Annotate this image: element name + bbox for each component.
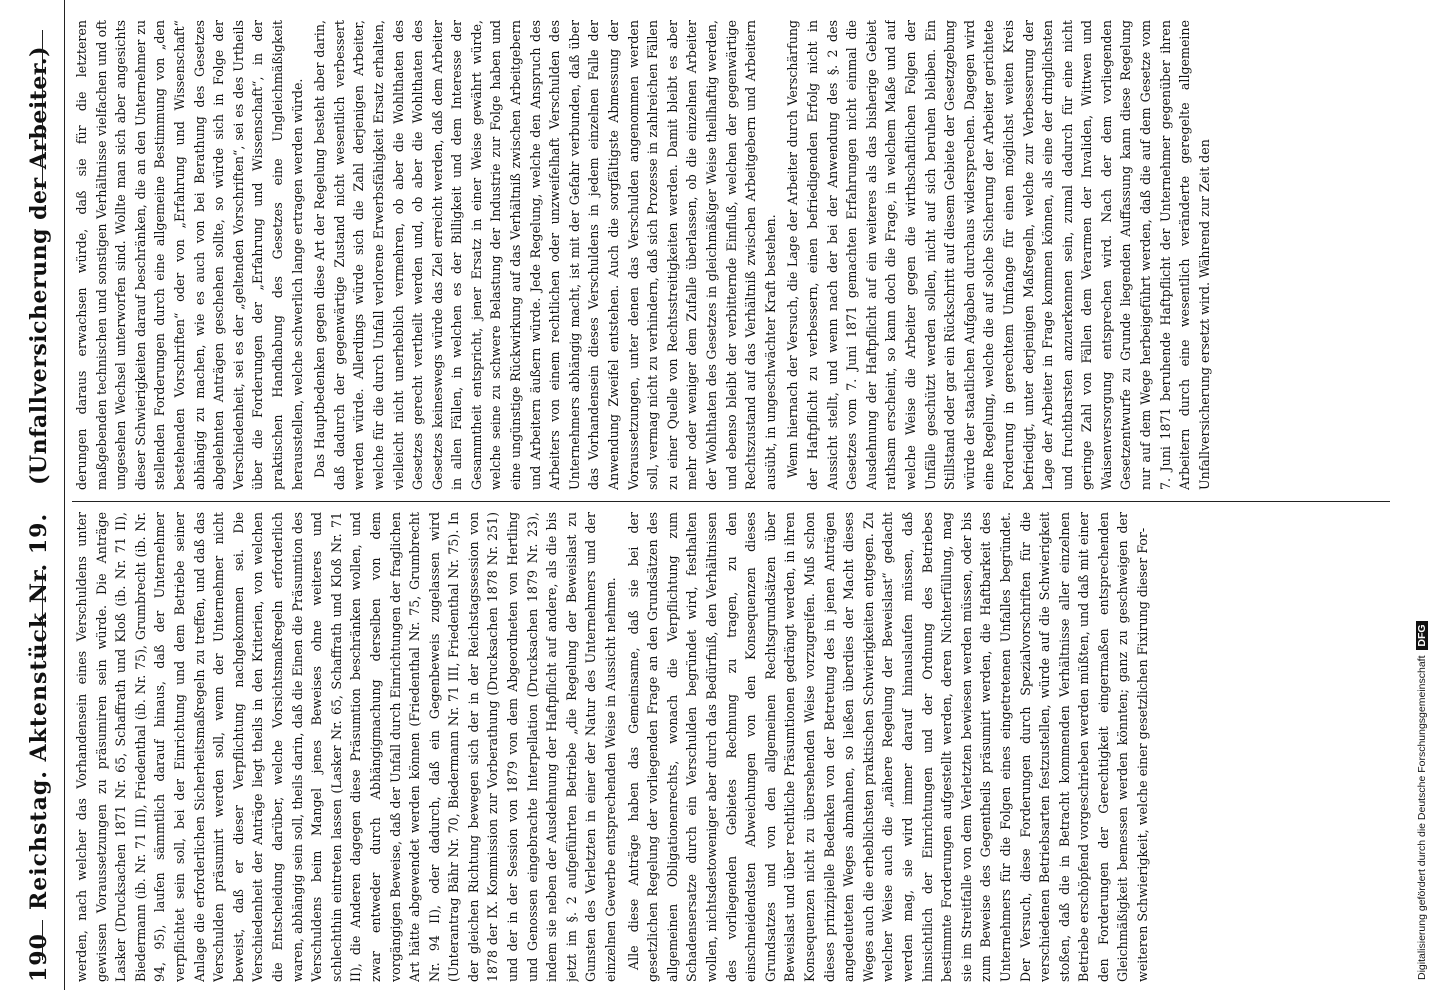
digitization-credit: Digitalisierung gefördert durch die Deutsche Forschungsgemeinschaft [1416,655,1428,980]
paragraph: derungen daraus erwachsen würde, daß sie für die letzteren maßgebenden technischen und sonstigen Verhältnisse vielfachen und oft ungesehen Wechsel unterworfen sind. Wollte man sich aber angesichts dieser Schwierigkeiten darauf beschränken, die an den Unternehmer zu stellenden Forderungen durch eine allgemeine Bestimmung von „den bestehenden Vorschriften“ oder von „Erfahrung und Wissenschaft“ abhängig zu machen, wie es auch von bei Berathung des Gesetzes abgelehnten Anträgen geschehen sollte, so würde sich in Folge der Verschiedenheit, sei es der „geltenden Vorschriften“, sei es des Urtheils über die Forderungen der „Erfahrung und Wissenschaft“, in der praktischen Handhabung des Gesetzes eine Ungleichmäßigkeit herausstellen, welche schwerlich lange ertragen werden würde. [74,20,305,490]
page-number: 190 [26,933,52,982]
rotated-page [20,0,1400,990]
page-subtitle: (Unfallversicherung der Arbeiter.) [26,46,52,485]
page-header [20,0,65,990]
digitization-note [1414,0,1430,1000]
paragraph: werden, nach welcher das Vorhandensein eines Verschuldens unter gewissen Voraussetzungen zu präsumiren sein würde. Die Anträge Lasker (Drucksachen 1871 Nr. 65, Schaffrath und Kloß (ib. Nr. 71 II), Biedermann (ib. Nr. 71 III), Friedenthal (ib. Nr. 75), Grumbrecht (ib. Nr. 94, 95), laufen sämmtlich darauf hinaus, daß der Unternehmer verpflichtet sein soll, bei der Einrichtung und dem Betriebe seiner Anlage die erforderlichen Sicherheitsmaßregeln zu treffen, und daß das Verschulden präsumirt werden soll, wenn der Unternehmer nicht beweist, daß er dieser Verpflichtung nachgekommen sei. Die Verschiedenheit der Anträge liegt theils in den Kriterien, von welchen die Entscheidung darüber, welche Vorsichtsmaßregeln erforderlich waren, abhängig sein soll, theils darin, daß die Einen die Präsumtion des Verschuldens beim Mangel jenes Beweises ohne weiteres und schlechthin eintreten lassen (Lasker Nr. 65, Schaffrath und Kloß Nr. 71 II), die Anderen dagegen diese Präsumtion beschränken wollen, und zwar entweder durch Abhängigmachung derselben von dem vorgängigen Beweise, daß der Unfall durch Einrichtungen der fraglichen Art hätte abgewendet werden können (Friedenthal Nr. 75, Grumbrecht Nr. 94 II), oder dadurch, daß ein Gegenbeweis zugelassen wird (Unterantrag Bähr Nr. 70, Biedermann Nr. 71 III, Friedenthal Nr. 75). In der gleichen Richtung bewegen sich der in der Reichstagssession von 1878 der IX. Kommission zur Vorberathung (Drucksachen 1878 Nr. 251) und der in der Session von 1879 von dem Abgeordneten von Hertling und Genossen eingebrachte Interpellation (Drucksachen 1879 Nr. 23), indem sie neben der Ausdehnung der Haftpflicht auf andere, als die bis jetzt im §. 2 aufgeführten Betriebe „die Regelung der Beweislast zu Gunsten des Verletzten in einer der Natur des Unternehmers und der einzelnen Gewerbe entsprechenden Weise in Aussicht nehmen. [74,512,619,982]
page-title: Reichstag. Aktenstück Nr. 19. [26,512,52,910]
header-rule [42,30,43,190]
paragraph: Alle diese Anträge haben das Gemeinsame, daß sie bei der gesetzlichen Regelung der vorliegenden Frage an den Grundsätzen des allgemeinen Obligationenrechts, wonach die Verpflichtung zum Schadensersatze durch ein Verschulden begründet wird, festhalten wollen, nichtsdestoweniger aber durch das Bedürfniß, den Verhältnissen des vorliegenden Gebietes Rechnung zu tragen, zu den einschneidendsten Abweichungen von den Konsequenzen dieses Grundsatzes und von den allgemeinen Rechtsgrundsätzen über Beweislast und über rechtliche Präsumtionen gedrängt werden, in ihren Konsequenzen nicht zu übersehenden Weise vorzugreifen. Muß schon dieses prinzipielle Bedenken von der Betretung des in jenen Anträgen angedeuteten Weges abmahnen, so ließen überdies der Macht dieses Weges auch die erheblichsten praktischen Schwierigkeiten entgegen. Zu welcher Weise auch die „nähere Regelung der Beweislast“ gedacht werden mag, sie wird immer darauf hinauslaufen müssen, daß hinsichtlich der Einrichtungen und der Ordnung des Betriebes bestimmte Forderungen aufgestellt werden, deren Nichterfüllung, mag sie im Streitfalle von dem Verletzten bewiesen werden müssen, oder bis zum Beweise des Gegentheils präsumirt werden, die Haftbarkeit des Unternehmers für die Folgen eines eingetretenen Unfalles begründet. Der Versuch, diese Forderungen durch Spezialvorschriften für die verschiedenen Betriebsarten festzustellen, würde auf die Schwierigkeit stoßen, daß die in Betracht kommenden Verhältnisse aller einzelnen Betriebe erschöpfend vorgeschrieben werden müßten, und daß mit einer den Forderungen der Gerechtigkeit eingermaßen entsprechenden Gleichmäßigkeit bemessen werden könnten; ganz zu geschweigen der weiteren Schwierigkeit, welche einer gesetzlichen Fixirung dieser For- [625,512,1151,982]
header-rule [42,570,43,660]
header-rule [42,920,43,960]
text-column-right [72,20,1400,490]
column-divider [72,501,1390,502]
dfg-logo: DFG [1416,621,1428,649]
paragraph: Das Hauptbedenken gegen diese Art der Regelung besteht aber darin, daß dadurch der gegenwärtige Zustand nicht wesentlich verbessert werden würde. Allerdings würde sich die Zahl derjenigen Arbeiter, welche für die durch Unfall verlorene Erwerbsfähigkeit Ersatz erhalten, vielleicht nicht unerheblich vermehren, ob aber die Wohlthaten des Gesetzes gerecht vertheilt werden und, ob aber die Wohlthaten des Gesetzes keineswegs würde das Ziel erreicht werden, daß dem Arbeiter in allen Fällen, in welchen es der Billigkeit und dem Interesse der Gesammtheit entspricht, jener Ersatz in einer Weise gewährt würde, welche seine zu schwere Belastung der Industrie zur Folge haben und eine ungünstige Rückwirkung auf das Verhältniß zwischen Arbeitgebern und Arbeitern äußern würde. Jede Regelung, welche den Anspruch des Arbeiters von einem rechtlichen oder unzweifelhaft Verschulden des Unternehmers abhängig macht, ist mit der Gefahr verbunden, daß über das Vorhandensein dieses Verschuldens in jedem einzelnen Falle der Anwendung Zweifel entstehen. Auch die sorgfältigste Abmessung der Voraussetzungen, unter denen das Verschulden angenommen werden soll, vermag nicht zu verhindern, daß sich Prozesse in zahlreichen Fällen zu einer Quelle von Rechtsstreitigkeiten werden. Damit bleibt es aber mehr oder weniger dem Zufalle überlassen, ob die einzelnen Arbeiter der Wohlthaten des Gesetzes in gleichmäßiger Weise theilhaftig werden, und ebenso bleibt der verbitternde Einfluß, welchen der gegenwärtige Rechtszustand auf das Verhältniß zwischen Arbeitgebern und Arbeitern ausübt, in ungeschwächter Kraft bestehen. [312,20,778,490]
text-column-left [72,512,1400,982]
paragraph: Wenn hiernach der Versuch, die Lage der Arbeiter durch Verschärfung der Haftpflicht zu verbessern, einen befriedigenden Erfolg nicht in Aussicht stellt, und wenn nach der bei der Anwendung des §. 2 des Gesetzes vom 7. Juni 1871 gemachten Erfahrungen nicht einmal die Ausdehnung der Haftpflicht auf ein weiteres als das bisherige Gebiet rathsam erscheint, so kann doch die Frage, in welchem Maße und auf welche Weise die Arbeiter gegen die wirthschaftlichen Folgen der Unfälle geschützt werden sollen, nicht auf sich beruhen bleiben. Ein Stillstand oder gar ein Rückschritt auf diesem Gebiete der Gesetzgebung würde der staatlichen Aufgaben durchaus widersprechen. Dagegen wird eine Regelung, welche die auf solche Sicherung der Arbeiter gerichtete Forderung in gerechtem Umfange für einen möglichst weiten Kreis befriedigt, unter derjenigen Maßregeln, welche zur Verbesserung der Lage der Arbeiter in Frage kommen können, als eine der dringlichsten und fruchtbarsten anzuerkennen sein, zumal dadurch für eine nicht geringe Zahl von Fällen dem Verarmen der Invaliden, Wittwen und Waisenversorgung entsprechen wird. Nach der dem vorliegenden Gesetzentwurfe zu Grunde liegenden Auffassung kann diese Regelung nur auf dem Wege herbeigeführt werden, daß die auf dem Gesetze vom 7. Juni 1871 beruhende Haftpflicht der Unternehmer gegenüber ihren Arbeitern durch eine wesentlich veränderte geregelte allgemeine Unfallversicherung ersetzt wird. Während zur Zeit den [785,20,1212,490]
